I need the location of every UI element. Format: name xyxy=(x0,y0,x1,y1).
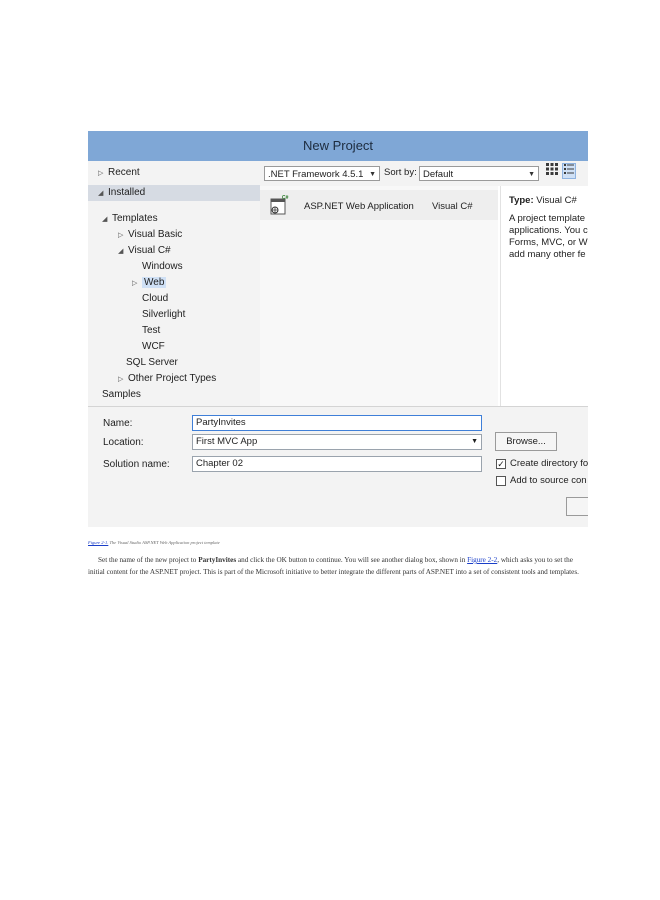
collapse-arrow-icon[interactable]: ◢ xyxy=(102,216,108,223)
checkmark-icon: ✓ xyxy=(497,459,505,469)
location-select[interactable] xyxy=(192,434,482,450)
create-directory-checkbox[interactable] xyxy=(496,459,506,469)
sort-select-value: Default xyxy=(423,169,454,180)
expand-arrow-icon[interactable]: ▷ xyxy=(118,376,124,383)
chevron-down-icon: ▼ xyxy=(471,438,478,445)
tree-item-recent[interactable]: ▷ Recent xyxy=(98,167,140,178)
framework-select[interactable] xyxy=(264,166,380,181)
chevron-down-icon: ▼ xyxy=(369,171,376,178)
body-paragraph xyxy=(88,555,588,578)
create-directory-label: Create directory fo xyxy=(510,458,588,469)
ok-button[interactable] xyxy=(566,497,588,516)
tree-item-samples[interactable]: Samples xyxy=(102,389,141,400)
chevron-down-icon: ▼ xyxy=(528,171,535,178)
description-line: A project template xyxy=(509,213,586,224)
project-name-bold: PartyInvites xyxy=(198,556,237,564)
expand-arrow-icon[interactable]: ▷ xyxy=(132,280,138,287)
location-select-value: First MVC App xyxy=(196,436,258,447)
tree-item-windows[interactable]: Windows xyxy=(142,261,183,272)
csharp-badge: C# xyxy=(282,195,289,201)
template-type xyxy=(509,195,577,207)
description-line: applications. You c xyxy=(509,225,588,236)
tree-item-silverlight[interactable]: Silverlight xyxy=(142,309,186,320)
solution-name-label: Solution name: xyxy=(103,459,170,470)
caption-text: The Visual Studio ASP.NET Web Application project template xyxy=(109,540,220,545)
web-app-template-icon xyxy=(270,194,290,216)
description-line: add many other fe xyxy=(509,249,586,260)
expand-arrow-icon[interactable]: ▷ xyxy=(98,170,104,177)
template-item-aspnet-web-app[interactable] xyxy=(260,190,498,220)
tree-item-web[interactable]: ▷ Web xyxy=(132,277,165,288)
project-name-input[interactable]: PartyInvites xyxy=(192,415,482,431)
project-settings-form xyxy=(88,406,588,527)
tree-item-templates[interactable]: ◢ Templates xyxy=(102,213,158,224)
location-label: Location: xyxy=(103,437,144,448)
expand-arrow-icon[interactable]: ▷ xyxy=(118,232,124,239)
tree-item-visual-csharp[interactable]: ◢ Visual C# xyxy=(118,245,171,256)
tree-item-cloud[interactable]: Cloud xyxy=(142,293,169,304)
template-list xyxy=(260,186,498,406)
template-language: Visual C# xyxy=(432,201,473,212)
tree-item-test[interactable]: Test xyxy=(142,325,161,336)
type-label: Type: xyxy=(509,195,534,206)
tree-item-installed[interactable]: ◢ Installed xyxy=(88,185,260,201)
sort-select[interactable] xyxy=(419,166,539,181)
add-to-source-control-label: Add to source con xyxy=(510,475,587,486)
template-name: ASP.NET Web Application xyxy=(304,201,414,212)
solution-name-input[interactable]: Chapter 02 xyxy=(192,456,482,472)
paragraph-text: , which asks you to set the initial content for the ASP.NET project. This is part of the Microsoft initiative to better integrate the different parts of ASP.NET into a set of consistent tools and templates. xyxy=(88,556,579,576)
new-project-dialog xyxy=(88,131,588,527)
browse-button[interactable]: Browse... xyxy=(495,432,557,451)
title-bar xyxy=(88,131,588,161)
framework-select-value: .NET Framework 4.5.1 xyxy=(268,169,364,180)
paragraph-text: Set the name of the new project to xyxy=(98,556,199,564)
tree-item-wcf[interactable]: WCF xyxy=(142,341,165,352)
tree-item-sql-server[interactable]: SQL Server xyxy=(126,357,178,368)
small-icons-view-icon[interactable] xyxy=(545,163,559,179)
figure-link[interactable]: Figure 2-1. xyxy=(88,540,109,545)
collapse-arrow-icon[interactable]: ◢ xyxy=(118,248,124,255)
name-label: Name: xyxy=(103,418,133,429)
add-to-source-control-checkbox[interactable] xyxy=(496,476,506,486)
collapse-arrow-icon[interactable]: ◢ xyxy=(98,190,104,197)
paragraph-text: and click the OK button to continue. You will see another dialog box, shown in xyxy=(236,556,468,564)
tree-item-other-project-types[interactable]: ▷ Other Project Types xyxy=(118,373,217,384)
type-value: Visual C# xyxy=(536,195,577,206)
figure-2-2-link[interactable]: Figure 2-2 xyxy=(467,556,498,564)
description-line: Forms, MVC, or W xyxy=(509,237,588,248)
figure-caption xyxy=(88,540,220,545)
tree-item-visual-basic[interactable]: ▷ Visual Basic xyxy=(118,229,183,240)
template-info-panel xyxy=(500,186,588,406)
list-view-icon[interactable] xyxy=(562,163,576,179)
dialog-title: New Project xyxy=(302,138,374,153)
template-tree xyxy=(88,161,261,406)
sort-by-label: Sort by: xyxy=(384,167,417,178)
